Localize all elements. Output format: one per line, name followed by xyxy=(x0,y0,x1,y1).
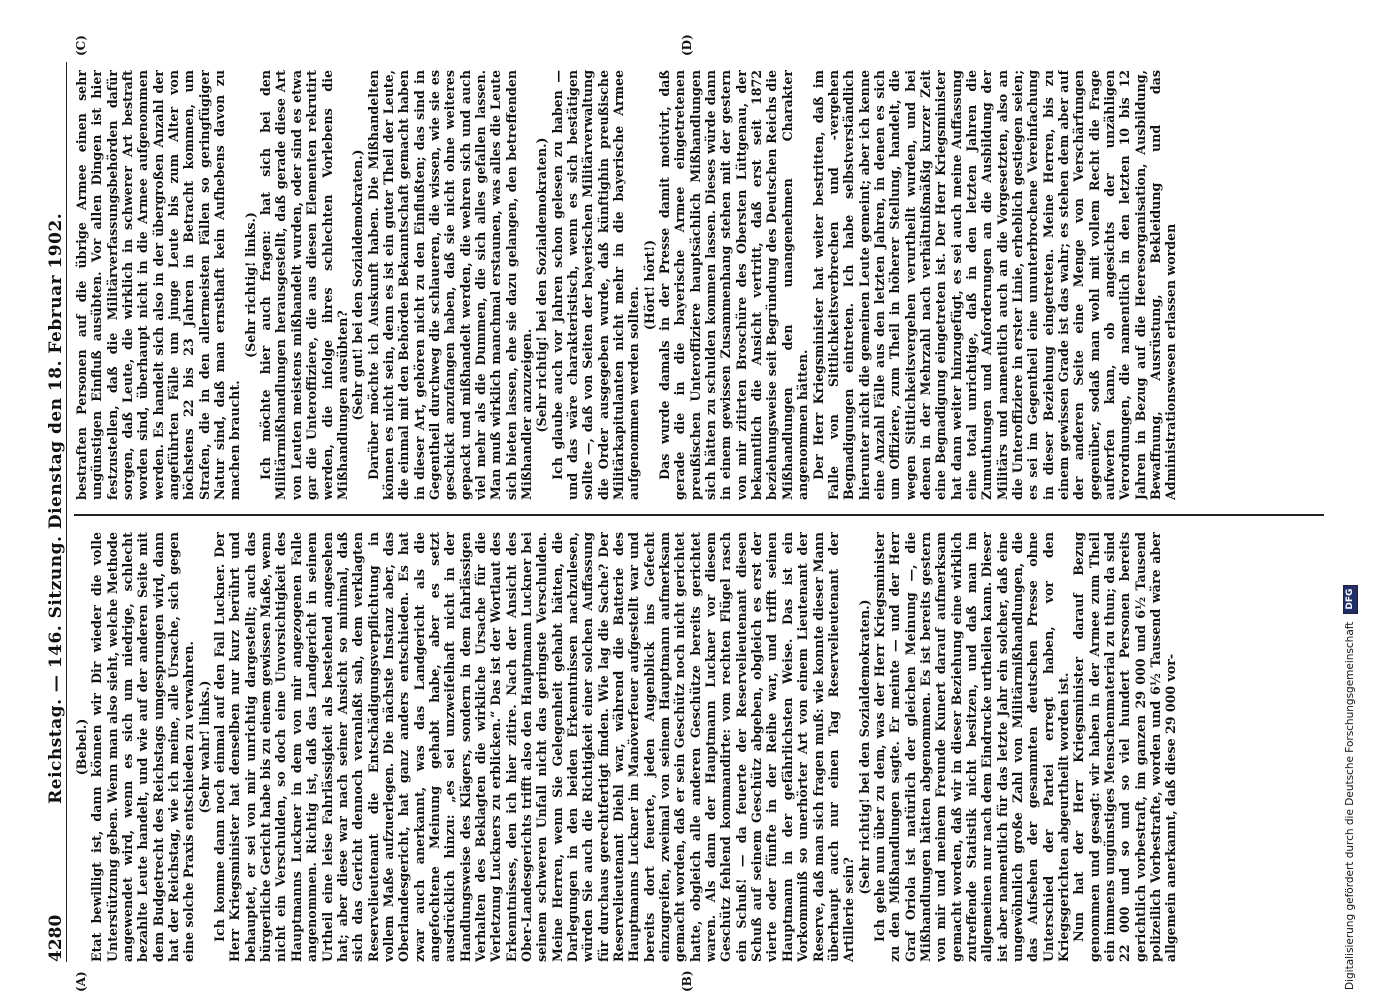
interjection: (Bebel.) xyxy=(74,718,89,776)
paragraph: Ich möchte hier auch fragen: hat sich bei den Militärmißhandlungen herausgestellt, daß gerade diese Art von Leuten meistens mißhandelt wurden, oder sind es etwa gar die Unteroffiziere, die aus diesen Elementen rekrutirt werden, die infolge ihres schlechten Vorlebens die Mißhandlungen ausübten? xyxy=(258,70,350,500)
margin-mark-d: (D) xyxy=(680,34,694,56)
column-divider xyxy=(74,514,1324,516)
interjection: (Sehr richtig! links.) xyxy=(242,212,258,358)
dfg-logo: DFG xyxy=(1343,585,1358,614)
paragraph: Das wurde damals in der Presse damit motivirt, daß gerade die in die bayerische Armee eingetretenen preußischen Unteroffiziere hauptsächlich Mißhandlungen sich hätten zu schulden kommen lassen. Dieses würde dann in einem gewissen Zusammenhang stehen mit der gestern von mir zitirten Broschüre des Obersten Lüttgenau, der bekanntlich die Ansicht vertritt, daß erst seit 1872 beziehungsweise seit Begründung des Deutschen Reichs die Mißhandlungen den unangenehmen Charakter angenommen hätten. xyxy=(657,70,811,500)
right-column xyxy=(74,70,1324,500)
interjection: (Sehr richtig! bei den Sozialdemokraten.) xyxy=(534,137,550,433)
margin-mark-b: (B) xyxy=(680,970,694,992)
interjection: (Sehr richtig! bei den Sozialdemokraten.) xyxy=(856,599,872,895)
page-header xyxy=(40,62,67,962)
paragraph: Ich glaube auch vor Jahren schon gelesen zu haben — und das wäre charakteristisch, wenn es sich bestätigen sollte —, daß von Seiten der bayerischen Militärverwaltung die Order ausgegeben wurde, daß künftighin preußische Militärkapitulanten nicht mehr in die bayerische Armee aufgenommen werden sollten. xyxy=(549,70,642,500)
paragraph: Ich komme dann noch einmal auf den Fall Luckner. Der Herr Kriegsminister hat denselben nur kurz berührt und behauptet, er sei von mir unrichtig dargestellt; auch das bürgerliche Gericht habe bis zu einem gewissen Maße, wenn nicht ein Verschulden, so doch eine Unvorsichtigkeit des Hauptmanns Luckner in dem von mir angezogenen Falle angenommen. Richtig ist, daß das Landgericht in seinem Urtheil eine leise Fahrlässigkeit als bestehend angesehen hat; aber diese war nach seiner Ansicht so minimal, daß sich das Gericht dennoch veranlaßt sah, dem verklagten Reservelieutenant die Entschädigungsverpflichtung in vollem Maße aufzuerlegen. Die nächste Instanz aber, das Oberlandesgericht, hat ganz anders entschieden. Es hat zwar auch anerkannt, was das Landgericht als die angefochtene Meinung gehabt habe, aber es setzt ausdrücklich hinzu: „es sei unzweifelhaft nicht in der Handlungsweise des Klägers, sondern in dem fahrlässigen Verhalten des Beklagten die wirkliche Ursache für die Verletzung Luckners zu erblicken.“ Das ist der Wortlaut des Erkenntnisses, den ich hier zitire. Nach der Ansicht des Ober-Landesgerichts trifft also den Hauptmann Luckner bei seinem schweren Unfall nicht das geringste Verschulden. Meine Herren, wenn Sie Gelegenheit gehabt hätten, die Darlegungen in den beiden Erkenntnissen nachzulesen, würden Sie auch die Richtigkeit einer solchen Auffassung für durchaus gerechtfertigt finden. Wie lag die Sache? Der Reservelieutenant Diehl war, während die Batterie des Hauptmanns Luckner im Manöverfeuer aufgestellt war und bereits dort feuerte, jeden Augenblick ins Gefecht einzugreifen, zweimal von seinem Hauptmann aufmerksam gemacht worden, daß er sein Geschütz noch nicht gerichtet hatte, obgleich alle anderen Geschütze bereits gerichtet waren. Als dann der Hauptmann Luckner vor diesem Geschütz fehlend kommandirte: vom rechten Flügel rasch ein Schuß! — da feuerte der Reservelieutenant diesen Schuß auf seinem Geschütz abgeben, obgleich es erst der vierte oder fünfte in der Reihe war, und trifft seinen Hauptmann in der gefährlichsten Weise. Das ist ein Vorkommniß so unerhörter Art von einem Lieutenant der Reserve, daß man sich fragen muß: wie konnte dieser Mann überhaupt auch nur einen Tag Reservelieutenant der Artillerie sein? xyxy=(212,532,857,962)
page-title: Reichstag. — 146. Sitzung. Dienstag den 18. Februar 1902. xyxy=(46,212,66,804)
page-footer xyxy=(1340,0,1360,1000)
paragraph: bestraften Personen auf die übrige Armee einen sehr ungünstigen Einfluß ausübten. Vor allen Dingen ist hier festzustellen, daß die Militärverfassungsbehörden dafür sorgen, daß Leute, die wirklich in schwerer Art bestraft worden sind, überhaupt nicht in die Armee aufgenommen werden. Es handelt sich also in der übergroßen Anzahl der angeführten Fälle um junge Leute bis zum Alter von höchstens 22 bis 23 Jahren in Betracht kommen, um Strafen, die in den allermeisten Fällen so geringfügiger Natur sind, daß man ernsthaft kein Aufhebens davon zu machen braucht. xyxy=(74,70,243,500)
footer-credit: Digitalisierung gefördert durch die Deutsche Forschungsgemeinschaft xyxy=(1344,621,1356,990)
left-column xyxy=(74,532,1324,962)
paragraph: Nun hat der Herr Kriegsminister darauf Bezug genommen und gesagt: wir haben in der Armee zum Theil ein immens ungünstiges Menschenmaterial zu thun; da sind 22 000 und so und so viel hundert Personen bereits gerichtlich vorbestraft, im ganzen 29 000 und 6½ Tausend polizeilich Vorbestrafte, worden und 6½ Tausend wäre aber allgemein anerkannt, daß diese 29 000 vor- xyxy=(1071,532,1179,962)
interjection: (Sehr wahr! links.) xyxy=(196,680,212,814)
paragraph: Etat bewilligt ist, dann können wir Dir wieder die volle Unterstützung geben. Wenn man also sieht, welche Methode angewendet wird, wenn es sich um niedrige, schlecht bezahlte Leute handelt, und wie auf der anderen Seite mit dem Budgetrecht des Reichstags umgesprungen wird, dann hat der Reichstag, wie ich meine, alle Ursache, sich gegen eine solche Praxis entschieden zu verwahren. xyxy=(89,532,197,962)
text-columns xyxy=(74,62,1324,962)
margin-mark-a: (A) xyxy=(74,971,88,992)
paragraph: Der Herr Kriegsminister hat weiter bestritten, daß im Falle von Sittlichkeitsverbrechen und -vergehen Begnadigungen eintreten. Ich habe selbstverständlich hierunter nicht die gemeinen Leute gemeint; aber ich kenne eine Anzahl Fälle aus den letzten Jahren, in denen es sich um Offiziere, zum Theil in höherer Stellung, handelt, die wegen Sittlichkeitsvergehen verurtheilt wurden, und bei denen in der Mehrzahl nach verhältnißmäßig kurzer Zeit eine Begnadigung eingetreten ist. Der Herr Kriegsminister hat dann weiter hinzugefügt, es sei auch meine Auffassung eine total unrichtige, daß in den letzten Jahren die Zumuthungen und Anforderungen an die Ausbildung der Militärs und namentlich auch an die Vorgesetzten, also an die Unteroffiziere in erster Linie, erheblich gestiegen seien; es sei im Gegentheil eine ununterbrochene Vereinfachung in dieser Beziehung eingetreten. Meine Herren, bis zu einem gewissen Grade ist das wahr; es stehen dem aber auf der anderen Seite eine Menge von Verschärfungen gegenüber, sodaß man wohl mit vollem Recht die Frage aufwerfen kann, ob angesichts der unzähligen Verordnungen, die namentlich in den letzten 10 bis 12 Jahren in Bezug auf die Heeresorganisation, Ausbildung, Bewaffnung, Ausrüstung, Bekleidung und das Administrationswesen erlassen worden xyxy=(810,70,1179,500)
interjection: (Sehr gut! bei den Sozialdemokraten.) xyxy=(350,149,366,421)
interjection: (Hört! hört!) xyxy=(641,239,657,331)
margin-mark-c: (C) xyxy=(74,35,88,56)
page-number: 4280 xyxy=(46,914,66,962)
page-body xyxy=(40,34,1330,992)
paragraph: Darüber möchte ich Auskunft haben. Die Mißhandelten können es nicht sein, denn es ist ein guter Theil der Leute, die einmal mit den Behörden Bekanntschaft gemacht haben in dieser Art, gehören nicht zu den Einflußten; das sind in Gegentheil durchweg die schlaueren, die wissen, wie sie es geschickt anzufangen haben, daß sie nicht ohne weiteres gepackt und mißhandelt werden, die wehren sich und auch viel mehr als die Dummen, die sich alles gefallen lassen. Man muß wirklich manchmal erstaunen, was alles die Leute sich bieten lassen, ehe sie dazu gelangen, den betreffenden Mißhandler anzuzeigen. xyxy=(365,70,534,500)
paragraph: Ich gehe nun über zu dem, was der Herr Kriegsminister zu den Mißhandlungen sagte. Er meinte — und der Herr Graf Oriola ist natürlich der gleichen Meinung —, die Mißhandlungen hätten abgenommen. Es ist bereits gestern von mir und meinem Freunde Kunert darauf aufmerksam gemacht worden, daß wir in dieser Beziehung eine wirklich zutreffende Statistik nicht besitzen, und daß man im allgemeinen nur nach dem Eindrucke urtheilen kann. Dieser ist aber namentlich für das letzte Jahr ein solcher, daß eine ungewöhnlich große Zahl von Militärmißhandlungen, die das Aufsehen der gesammten deutschen Presse ohne Unterschied der Partei erregt haben, vor den Kriegsgerichten abgeurtheilt worden ist. xyxy=(871,532,1071,962)
